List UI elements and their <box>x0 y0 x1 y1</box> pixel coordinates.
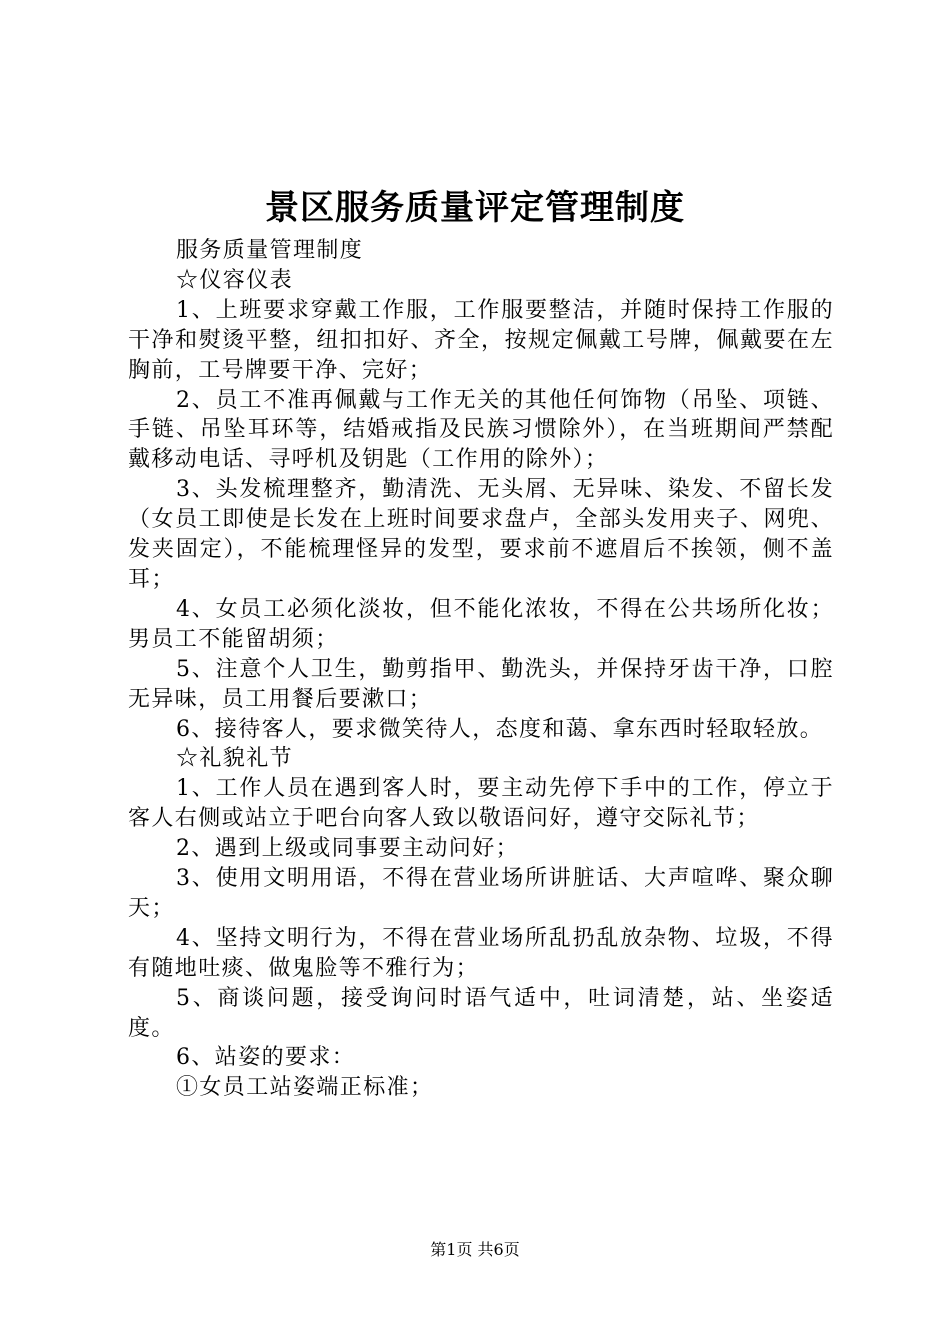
paragraph: 4、女员工必须化淡妆，但不能化浓妆，不得在公共场所化妆；男员工不能留胡须； <box>128 596 834 652</box>
paragraph: 1、上班要求穿戴工作服，工作服要整洁，并随时保持工作服的干净和熨烫平整，纽扣扣好、齐全，按规定佩戴工号牌，佩戴要在左胸前，工号牌要干净、完好； <box>128 297 834 383</box>
section-heading-appearance: ☆仪容仪表 <box>176 267 294 293</box>
paragraph-heading: 服务质量管理制度 <box>176 238 364 263</box>
paragraph: 5、商谈问题，接受询问时语气适中，吐词清楚，站、坐姿适度。 <box>128 985 834 1041</box>
paragraph: 2、员工不准再佩戴与工作无关的其他任何饰物（吊坠、项链、手链、吊坠耳环等，结婚戒指及民族习惯除外），在当班期间严禁配戴移动电话、寻呼机及钥匙（工作用的除外）； <box>128 387 834 473</box>
paragraph: 6、接待客人，要求微笑待人，态度和蔼、拿东西时轻取轻放。 <box>176 716 824 742</box>
section-heading-etiquette: ☆礼貌礼节 <box>176 746 294 772</box>
paragraph: 4、坚持文明行为，不得在营业场所乱扔乱放杂物、垃圾，不得有随地吐痰、做鬼脸等不雅行为； <box>128 925 834 981</box>
paragraph: 1、工作人员在遇到客人时，要主动先停下手中的工作，停立于客人右侧或站立于吧台向客人致以敬语问好，遵守交际礼节； <box>128 776 834 832</box>
page-total: 共6页 <box>477 1240 520 1259</box>
page-footer <box>0 1239 950 1261</box>
document-body <box>128 236 834 1103</box>
paragraph: 6、站姿的要求： <box>176 1045 356 1071</box>
paragraph: 5、注意个人卫生，勤剪指甲、勤洗头，并保持牙齿干净，口腔无异味，员工用餐后要漱口； <box>128 656 834 712</box>
paragraph: 3、头发梳理整齐，勤清洗、无头屑、无异味、染发、不留长发（女员工即使是长发在上班时间要求盘卢，全部头发用夹子、网兜、发夹固定），不能梳理怪异的发型，要求前不遮眉后不挨领，侧不盖耳； <box>128 477 834 592</box>
paragraph: 2、遇到上级或同事要主动问好； <box>176 836 519 862</box>
page-number: 第1页 <box>430 1240 473 1259</box>
document-title: 景区服务质量评定管理制度 <box>265 188 685 228</box>
paragraph: ①女员工站姿端正标准； <box>176 1075 434 1101</box>
paragraph: 3、使用文明用语，不得在营业场所讲脏话、大声喧哗、聚众聊天； <box>128 866 834 921</box>
